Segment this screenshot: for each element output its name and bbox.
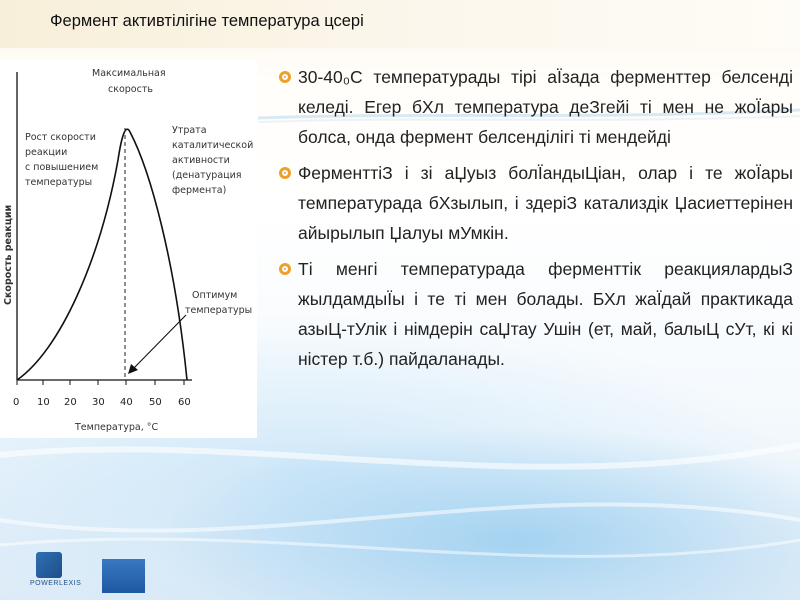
bullet-item bbox=[279, 254, 793, 374]
right-label-line: (денатурация bbox=[172, 170, 242, 181]
x-ticks bbox=[17, 380, 184, 385]
x-tick-label: 20 bbox=[64, 397, 77, 408]
blue-square-decoration bbox=[102, 559, 145, 593]
peak-label: Максимальная bbox=[92, 68, 166, 79]
optimum-arrow bbox=[128, 315, 186, 374]
right-label-line: фермента) bbox=[172, 185, 227, 196]
x-tick-label: 50 bbox=[149, 397, 162, 408]
y-axis-label: Скорость реакции bbox=[3, 204, 14, 305]
bullet-icon bbox=[279, 263, 291, 275]
optimum-label-line: Оптимум bbox=[192, 290, 238, 301]
right-label-line: каталитической bbox=[172, 140, 254, 151]
slide-title: Фермент активтілігіне температура цсері bbox=[50, 12, 364, 30]
x-tick-label: 60 bbox=[178, 397, 191, 408]
optimum-label-line: температуры bbox=[185, 305, 253, 316]
logo-text: POWERLEXIS bbox=[30, 580, 82, 587]
left-label-line: реакции bbox=[25, 147, 68, 158]
x-tick-label: 10 bbox=[37, 397, 50, 408]
x-tick-label: 30 bbox=[92, 397, 105, 408]
left-label-line: Рост скорости bbox=[25, 132, 96, 143]
powerlexis-logo-icon bbox=[36, 552, 62, 578]
left-label-line: с повышением bbox=[25, 162, 99, 173]
figure-graphic bbox=[0, 60, 257, 438]
x-tick-label: 0 bbox=[13, 397, 20, 408]
bullet-icon bbox=[279, 167, 291, 179]
right-label-line: Утрата bbox=[172, 125, 207, 136]
bullet-text: Ті менгі температурада ферменттік реакциялардыЗ жылдамдыЇы і те ті мен болады. БХл жаЇдай практикада азыЦ-тУлік і нiмдерін саЏтау Ушін (ет, май, балыЦ сУт, кі кі ністер т.б.) пайдаланады. bbox=[298, 259, 793, 369]
bullet-item bbox=[279, 158, 793, 248]
right-label-line: активности bbox=[172, 155, 230, 166]
bullet-icon bbox=[279, 71, 291, 83]
left-label-line: температуры bbox=[25, 177, 93, 188]
enzyme-temperature-figure bbox=[0, 60, 257, 438]
peak-label: скорость bbox=[108, 84, 153, 95]
bullet-text: 30-40₀С температурады тірі аЇзада ферменттер белсенді келеді. Егер бХл температура деЗгейі ті мен не жоЇары болса, онда фермент белсенділігі ті мендейді bbox=[298, 67, 793, 147]
x-axis-label: Температура, °С bbox=[75, 422, 159, 433]
x-tick-label: 40 bbox=[120, 397, 133, 408]
bullet-text: ФерменттіЗ і зі аЏуыз болЇандыЦіан, олар і те жоЇары температурада бХзылып, і здеріЗ катализдік Џасиеттерінен айырылып Џалуы мУмкін. bbox=[298, 163, 793, 243]
bullet-list bbox=[279, 62, 793, 380]
bullet-item bbox=[279, 62, 793, 152]
